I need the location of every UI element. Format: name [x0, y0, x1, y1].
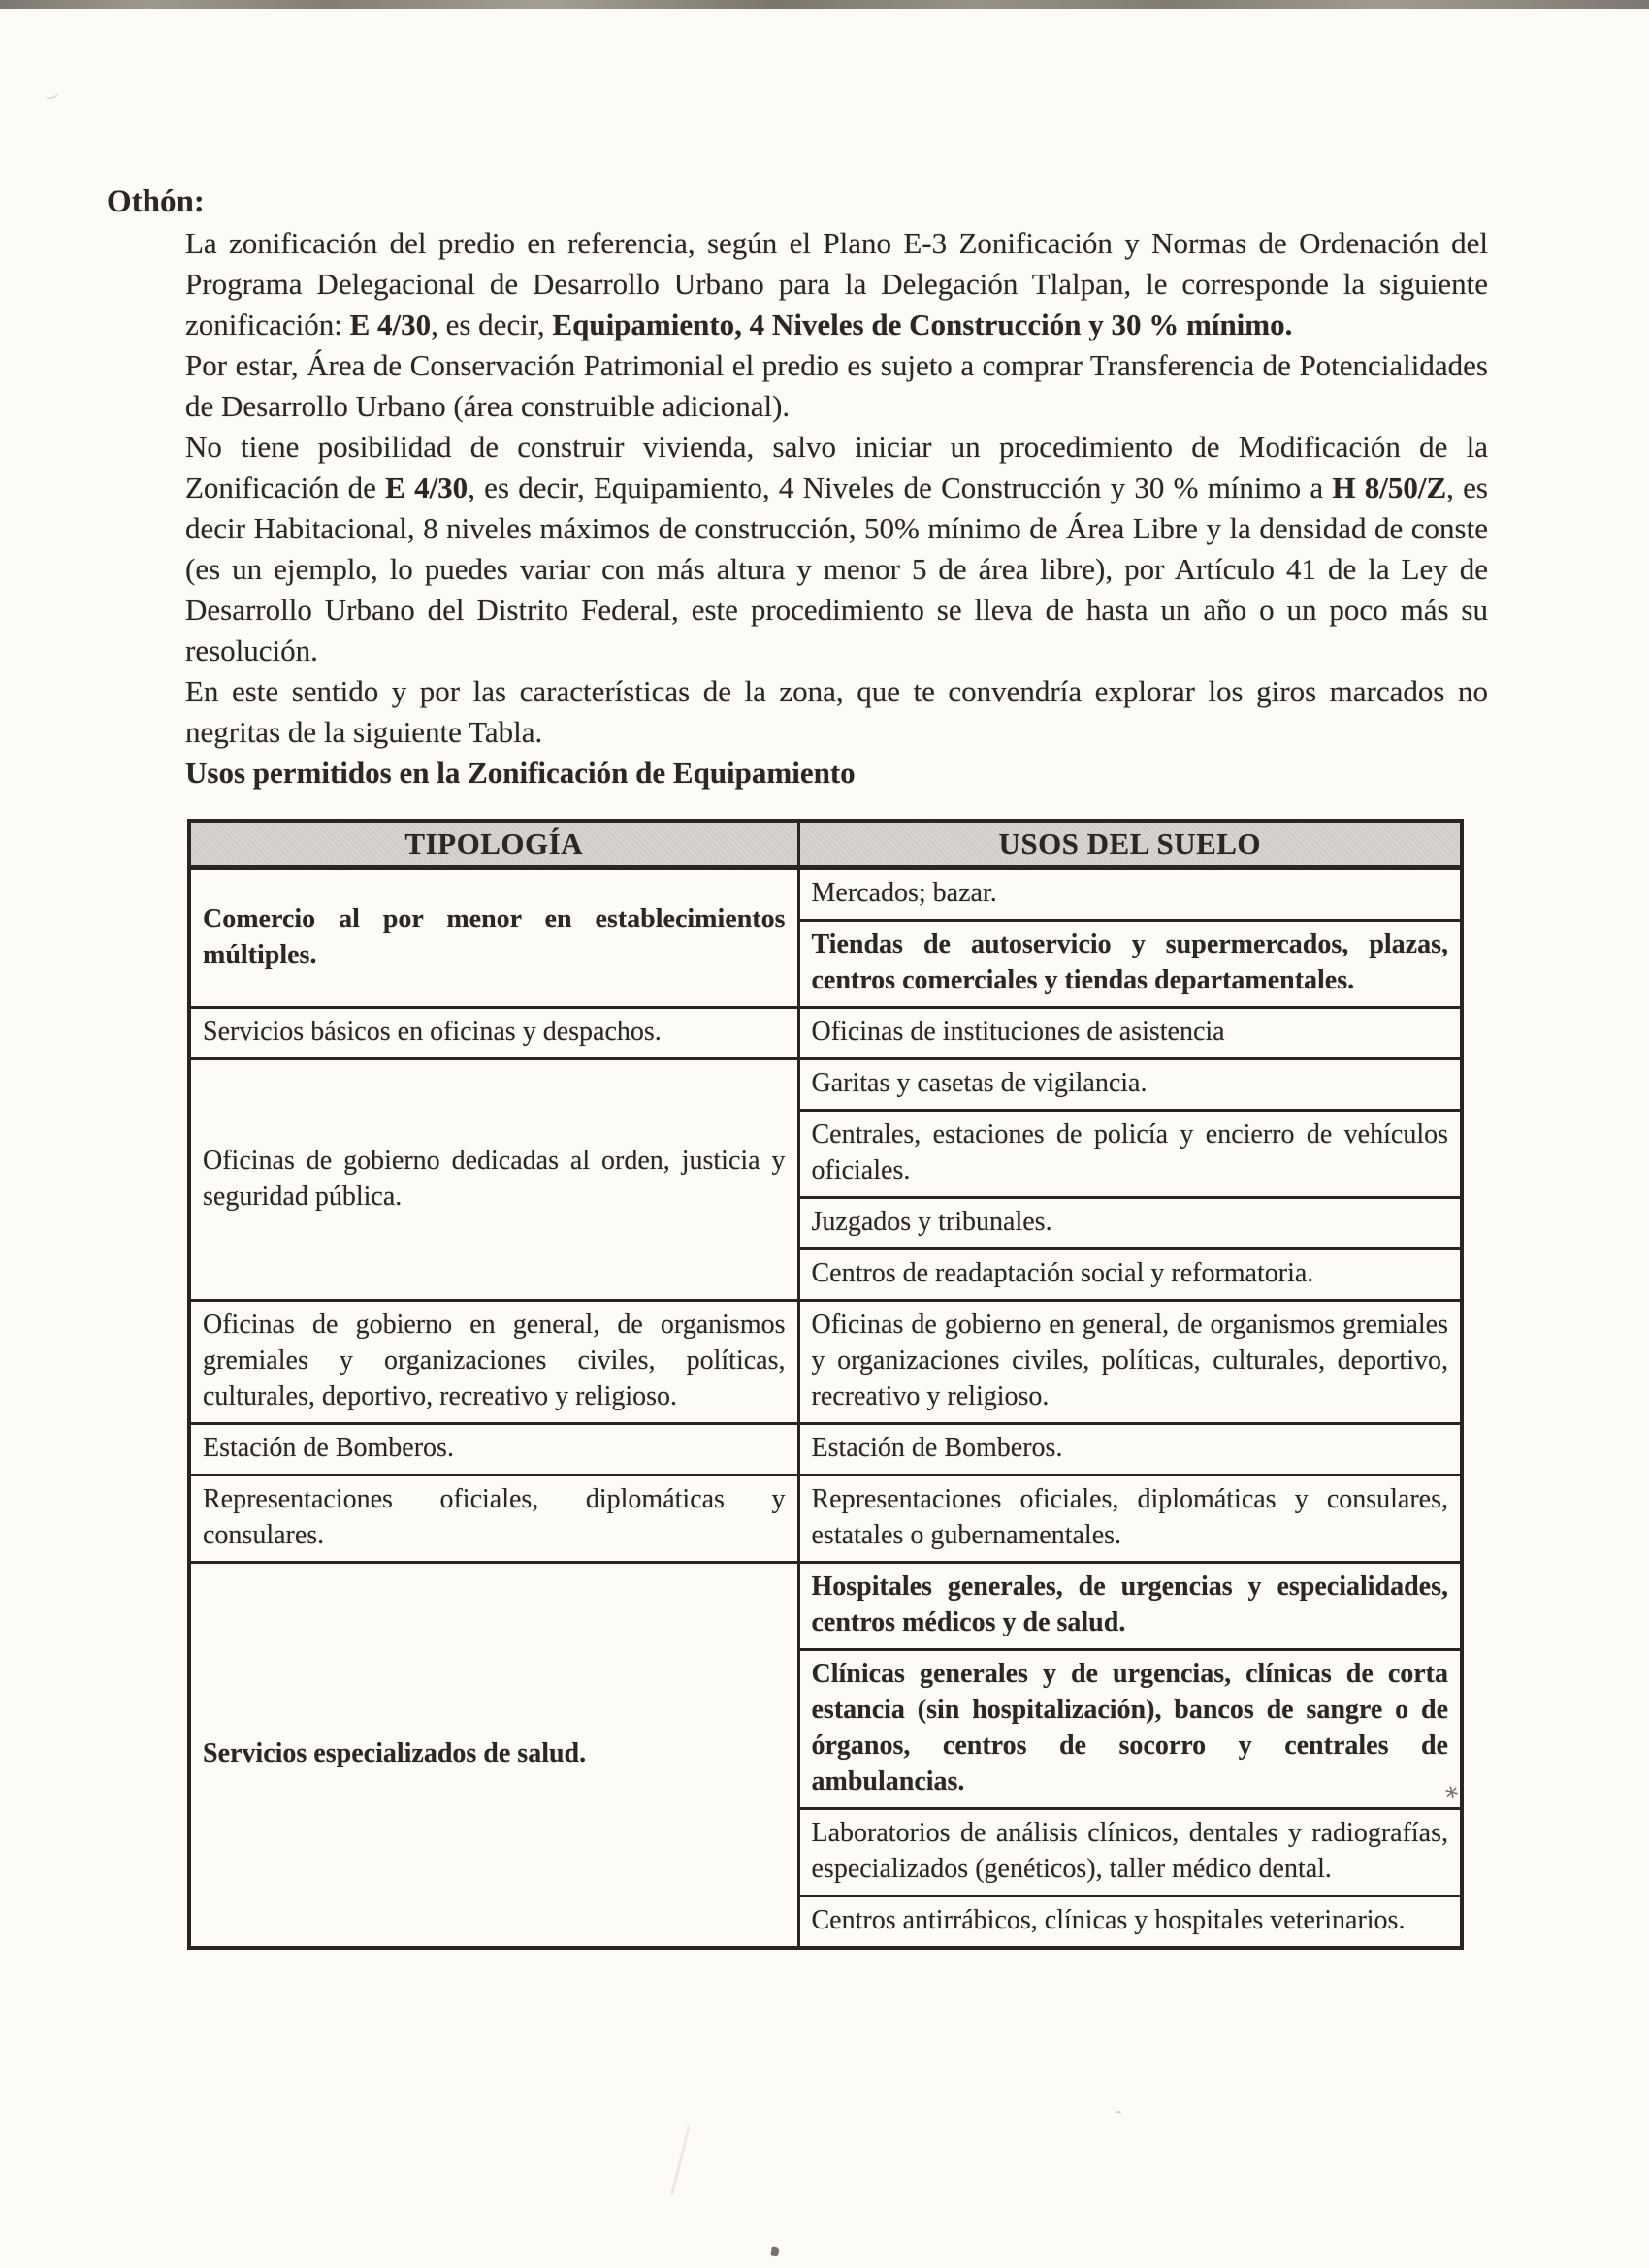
scan-artifact-top-edge: [0, 0, 1649, 9]
uso-cell: Laboratorios de análisis clínicos, dentales y radiografías, especializados (genéticos), taller médico dental.: [798, 1809, 1462, 1896]
uso-cell: Centros antirrábicos, clínicas y hospitales veterinarios.: [798, 1896, 1462, 1949]
paragraph-segment-bold: H 8/50/Z: [1332, 470, 1447, 504]
paragraph-vivienda: [185, 427, 1488, 671]
scan-scratch: [670, 2125, 691, 2196]
table-row: [189, 1301, 1462, 1424]
uso-cell: Oficinas de gobierno en general, de organismos gremiales y organizaciones civiles, políticas, culturales, deportivo, recreativo y religioso.: [798, 1301, 1462, 1424]
scan-speck: [770, 2246, 779, 2256]
tipologia-cell: Comercio al por menor en establecimientos múltiples.: [189, 868, 798, 1008]
table-row: [189, 1475, 1462, 1563]
paragraph-segment: , es decir Habitacional, 8 niveles máximos de construcción, 50% mínimo de Área Libre y la densidad de conste (es un ejemplo, lo puedes variar con más altura y menor 5 de área libre), por Artículo 41 de la Ley de Desarrollo Urbano del Distrito Federal, este procedimiento se lleva de hasta un año o un poco más su resolución.: [185, 470, 1488, 667]
table-row: [189, 1008, 1462, 1059]
uso-cell: Centros de readaptación social y reformatoria.: [798, 1249, 1462, 1301]
uso-cell: Tiendas de autoservicio y supermercados, plazas, centros comerciales y tiendas departamentales.: [798, 921, 1462, 1008]
document-content: [107, 180, 1488, 1950]
paragraph-segment-bold: E 4/30: [349, 308, 432, 341]
uso-cell: Garitas y casetas de vigilancia.: [798, 1059, 1462, 1111]
uso-cell: Representaciones oficiales, diplomáticas y consulares, estatales o gubernamentales.: [798, 1475, 1462, 1563]
tipologia-cell: Servicios básicos en oficinas y despachos.: [189, 1008, 798, 1059]
uso-cell: Mercados; bazar.: [798, 868, 1462, 921]
tipologia-cell: Estación de Bomberos.: [189, 1424, 798, 1475]
handwritten-margin-mark: ∗: [1440, 1777, 1464, 1807]
paragraph-segment-bold: Equipamiento, 4 Niveles de Construcción y 30 % mínimo.: [552, 308, 1293, 341]
table-row: [189, 1563, 1462, 1650]
table-row: [189, 1424, 1462, 1475]
paragraph-segment-bold: E 4/30: [385, 470, 469, 504]
paragraph-segment: , es decir,: [431, 308, 553, 341]
scan-speck: [44, 87, 59, 101]
uso-cell: Clínicas generales y de urgencias, clínicas de corta estancia (sin hospitalización), bancos de sangre o de órganos, centros de socorro y centrales de ambulancias.: [798, 1650, 1462, 1809]
paragraph-conservacion: [185, 345, 1488, 427]
tipologia-cell: Oficinas de gobierno dedicadas al orden, justicia y seguridad pública.: [189, 1059, 798, 1301]
tipologia-cell: Representaciones oficiales, diplomáticas y consulares.: [189, 1475, 798, 1563]
uso-cell: Estación de Bomberos.: [798, 1424, 1462, 1475]
paragraph-segment: , es decir, Equipamiento, 4 Niveles de Construcción y 30 % mínimo a: [468, 470, 1333, 504]
uso-cell: Oficinas de instituciones de asistencia: [798, 1008, 1462, 1059]
tipologia-cell: Servicios especializados de salud.: [189, 1563, 798, 1949]
salutation: Othón:: [107, 184, 205, 219]
table-title: Usos permitidos en la Zonificación de Equipamiento: [185, 756, 856, 790]
paragraph-zonificacion: [185, 223, 1488, 345]
paragraph-segment: Por estar, Área de Conservación Patrimonial el predio es sujeto a comprar Transferencia de Potencialidades de Desarrollo Urbano (área construible adicional).: [185, 348, 1488, 423]
column-header-tipologia: TIPOLOGÍA: [189, 821, 798, 868]
paragraph-segment: No tiene posibilidad de construir vivienda, salvo iniciar un procedimiento de Modificación de la Zonificación de: [185, 430, 1488, 504]
uso-cell: Hospitales generales, de urgencias y especialidades, centros médicos y de salud.: [798, 1563, 1462, 1650]
paragraph-sentido: [185, 671, 1488, 753]
table-header-row: [189, 821, 1462, 868]
table-row: [189, 868, 1462, 921]
paragraph-segment: En este sentido y por las características de la zona, que te convendría explorar los giros marcados no negritas de la siguiente Tabla.: [185, 674, 1488, 749]
body-text-block: [185, 223, 1488, 794]
column-header-usos-del-suelo: USOS DEL SUELO: [798, 821, 1462, 868]
usos-permitidos-table: [187, 819, 1464, 1950]
tipologia-cell: Oficinas de gobierno en general, de organismos gremiales y organizaciones civiles, políticas, culturales, deportivo, recreativo y religioso.: [189, 1301, 798, 1424]
paragraph-segment: La zonificación del predio en referencia, según el Plano E-3 Zonificación y Normas de Ordenación del Programa Delegacional de Desarrollo Urbano para la Delegación Tlalpan, le corresponde la siguiente zonificación:: [185, 226, 1488, 341]
uso-cell: Centrales, estaciones de policía y encierro de vehículos oficiales.: [798, 1111, 1462, 1198]
table-row: [189, 1059, 1462, 1111]
scan-speck: [1116, 2111, 1121, 2118]
uso-cell: Juzgados y tribunales.: [798, 1198, 1462, 1249]
